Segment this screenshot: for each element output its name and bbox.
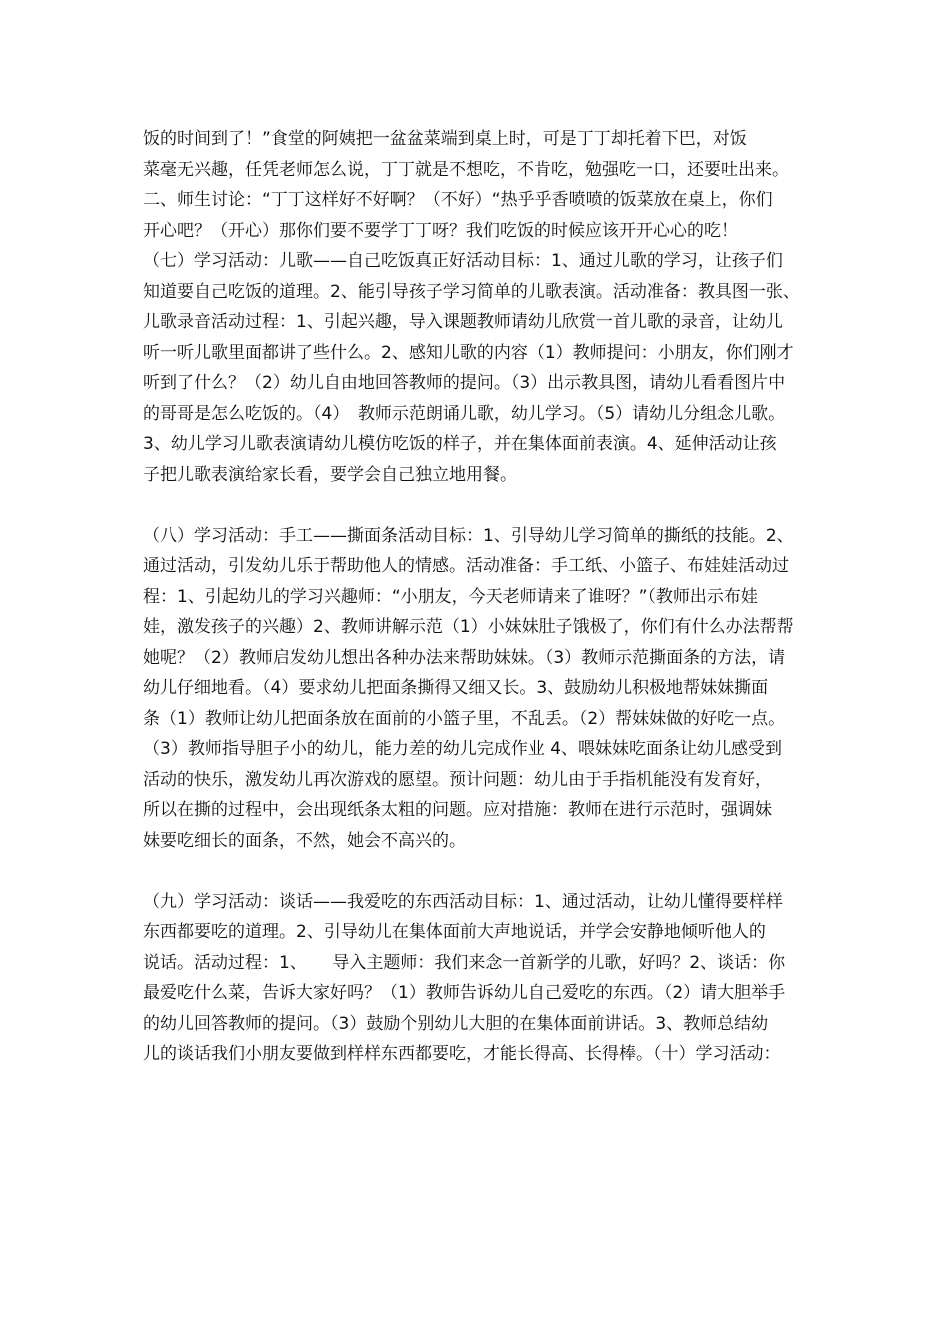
text-line: 听一听儿歌里面都讲了些什么。2、感知儿歌的内容（1）教师提问：小朋友，你们刚才 — [143, 342, 794, 363]
text-line: 所以在撕的过程中，会出现纸条太粗的问题。应对措施：教师在进行示范时，强调妹 — [143, 800, 772, 820]
text-line: 她呢？（2）教师启发幼儿想出各种办法来帮助妹妹。（3）教师示范撕面条的方法，请 — [143, 647, 786, 668]
text-line: 娃，激发孩子的兴趣）2、教师讲解示范（1）小妹妹肚子饿极了，你们有什么办法帮帮 — [143, 617, 794, 637]
text-line: 东西都要吃的道理。2、引导幼儿在集体面前大声地说话，并学会安静地倾听他人的 — [143, 922, 766, 942]
paragraph-activity-8 — [143, 521, 823, 857]
paragraph-spacer — [143, 490, 823, 521]
text-line: 的哥哥是怎么吃饭的。（4） 教师示范朗诵儿歌，幼儿学习。（5）请幼儿分组念儿歌。 — [143, 403, 786, 424]
paragraph-lunch-story — [143, 124, 823, 490]
document-body — [143, 124, 823, 1070]
text-line: 子把儿歌表演给家长看，要学会自己独立地用餐。 — [143, 464, 517, 485]
text-line: 儿歌录音活动过程：1、引起兴趣，导入课题教师请幼儿欣赏一首儿歌的录音，让幼儿 — [143, 312, 783, 332]
text-line: 的幼儿回答教师的提问。（3）鼓励个别幼儿大胆的在集体面前讲话。3、教师总结幼 — [143, 1013, 769, 1034]
text-line: 幼儿仔细地看。（4）要求幼儿把面条撕得又细又长。3、鼓励幼儿积极地帮妹妹撕面 — [143, 678, 769, 698]
text-line: 听到了什么？（2）幼儿自由地回答教师的提问。（3）出示教具图，请幼儿看看图片中 — [143, 373, 786, 393]
text-line: 3、幼儿学习儿歌表演请幼儿模仿吃饭的样子，并在集体面前表演。4、延伸活动让孩 — [143, 434, 777, 454]
text-line: 饭的时间到了！”食堂的阿姨把一盆盆菜端到桌上时，可是丁丁却托着下巴，对饭 — [143, 129, 747, 149]
text-line: （九）学习活动：谈话——我爱吃的东西活动目标：1、通过活动，让幼儿懂得要样样 — [143, 891, 783, 912]
text-line: （七）学习活动：儿歌——自己吃饭真正好活动目标：1、通过儿歌的学习，让孩子们 — [143, 251, 783, 271]
text-line: 二、师生讨论：“丁丁这样好不好啊？（不好）“热乎乎香喷喷的饭菜放在桌上，你们 — [143, 190, 773, 210]
text-line: 程：1、引起幼儿的学习兴趣师：“小朋友，今天老师请来了谁呀？”（教师出示布娃 — [143, 586, 758, 607]
text-line: 知道要自己吃饭的道理。2、能引导孩子学习简单的儿歌表演。活动准备：教具图一张、 — [143, 281, 800, 302]
text-line: （八）学习活动：手工——撕面条活动目标：1、引导幼儿学习简单的撕纸的技能。2、 — [143, 525, 794, 546]
paragraph-activity-9 — [143, 887, 823, 1070]
text-line: 儿的谈话我们小朋友要做到样样东西都要吃，才能长得高、长得棒。（十）学习活动： — [143, 1044, 781, 1064]
text-line: 活动的快乐，激发幼儿再次游戏的愿望。预计问题：幼儿由于手指机能没有发育好， — [143, 769, 772, 790]
text-line: 妹要吃细长的面条，不然，她会不高兴的。 — [143, 830, 466, 851]
text-line: 开心吧？（开心）那你们要不要学丁丁呀？我们吃饭的时候应该开开心心的吃！ — [143, 220, 738, 241]
text-line: 说话。活动过程：1、 导入主题师：我们来念一首新学的儿歌，好吗？2、谈话：你 — [143, 952, 786, 973]
text-line: 最爱吃什么菜，告诉大家好吗？（1）教师告诉幼儿自己爱吃的东西。（2）请大胆举手 — [143, 983, 786, 1003]
paragraph-spacer — [143, 856, 823, 887]
text-line: 菜毫无兴趣，任凭老师怎么说，丁丁就是不想吃，不肯吃，勉强吃一口，还要吐出来。 — [143, 159, 789, 180]
text-line: （3）教师指导胆子小的幼儿，能力差的幼儿完成作业 4、喂妹妹吃面条让幼儿感受到 — [143, 739, 783, 759]
text-line: 通过活动，引发幼儿乐于帮助他人的情感。活动准备：手工纸、小篮子、布娃娃活动过 — [143, 556, 789, 576]
text-line: 条（1）教师让幼儿把面条放在面前的小篮子里，不乱丢。（2）帮妹妹做的好吃一点。 — [143, 708, 786, 729]
